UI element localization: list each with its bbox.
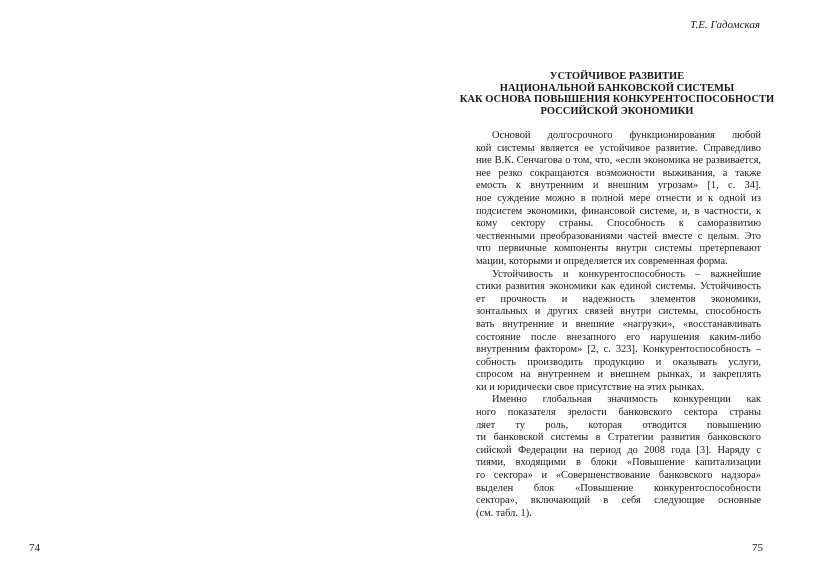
body-line: спросом на внутреннем и внешнем рынках, и закреплять xyxy=(476,369,761,381)
body-line: Именно глобальная значимость конкуренции как xyxy=(492,394,761,406)
article-body xyxy=(476,130,761,520)
body-line: внутренним фактором» [2, с. 323]. Конкурентоспособность – xyxy=(476,344,761,356)
body-line: ки и юридически свое присутствие на этих рынках. xyxy=(476,381,705,393)
body-line: ет прочность и надежность элементов экономики, xyxy=(476,293,761,305)
author-name: Т.Е. Гадомская xyxy=(690,19,760,31)
article-title xyxy=(458,71,776,117)
title-line: КАК ОСНОВА ПОВЫШЕНИЯ КОНКУРЕНТОСПОСОБНОСТИ xyxy=(459,94,775,106)
body-line: ние В.К. Сенчагова о том, что, «если экономика не развивается, xyxy=(476,155,761,167)
body-line: состояние после внезапного его нарушения каким-либо xyxy=(476,331,761,343)
body-line: подсистем экономики, финансовой системе, и, в частности, к xyxy=(476,205,761,217)
body-line: (см. табл. 1). xyxy=(476,507,532,519)
body-line: Устойчивость и конкурентоспособность – важнейшие xyxy=(492,268,761,280)
body-line: зонтальных и других связей внутри системы, способность xyxy=(476,306,761,318)
body-line: емость к внутренним и внешним угрозам» [1, с. 34]. xyxy=(476,180,761,192)
body-line: сийской Федерации на период до 2008 года [3]. Наряду с xyxy=(476,444,761,456)
body-line: нее резко сокращаются возможности выживания, а также xyxy=(476,167,761,179)
body-line: тиями, входящими в блоки «Повышение капитализации xyxy=(476,457,761,469)
body-line: Основой долгосрочного функционирования любой xyxy=(492,130,761,141)
body-line: выделен блок «Повышение конкурентоспособности xyxy=(476,482,761,494)
body-line: ное суждение можно в полной мере отнести и к одной из xyxy=(476,192,761,204)
body-line: ти банковской системы в Стратегии развития банковского xyxy=(476,432,761,444)
body-line: собность производить продукцию и оказывать услуги, xyxy=(476,356,761,368)
title-line: УСТОЙЧИВОЕ РАЗВИТИЕ xyxy=(549,71,685,82)
title-line: НАЦИОНАЛЬНОЙ БАНКОВСКОЙ СИСТЕМЫ xyxy=(499,82,735,94)
body-line: мации, которыми и определяется их современная форма. xyxy=(476,255,728,267)
body-line: кой системы является ее устойчивое развитие. Справедливо xyxy=(476,142,761,154)
body-line: вать внутренние и внешние «нагрузки», «восстанавливать xyxy=(476,318,761,330)
body-line: кому сектору страны. Способность к саморазвитию xyxy=(476,218,761,230)
body-line: чественными преобразованиями частей вместе с целым. Это xyxy=(476,230,761,242)
right-page-number: 75 xyxy=(752,542,763,554)
body-line: что первичные компоненты внутри системы претерпевают xyxy=(476,243,761,255)
body-line: ляет ту роль, которая отводится повышению xyxy=(476,419,761,431)
title-line: РОССИЙСКОЙ ЭКОНОМИКИ xyxy=(540,105,694,117)
left-page-number: 74 xyxy=(29,542,40,554)
body-line: сектора», включающий в себя следующие основные xyxy=(476,495,761,507)
body-line: стики развития экономики как единой системы. Устойчивость xyxy=(476,281,761,293)
body-line: го сектора» и «Совершенствование банковского надзора» xyxy=(476,470,761,482)
body-line: ного показателя зрелости банковского сектора страны xyxy=(476,407,761,419)
